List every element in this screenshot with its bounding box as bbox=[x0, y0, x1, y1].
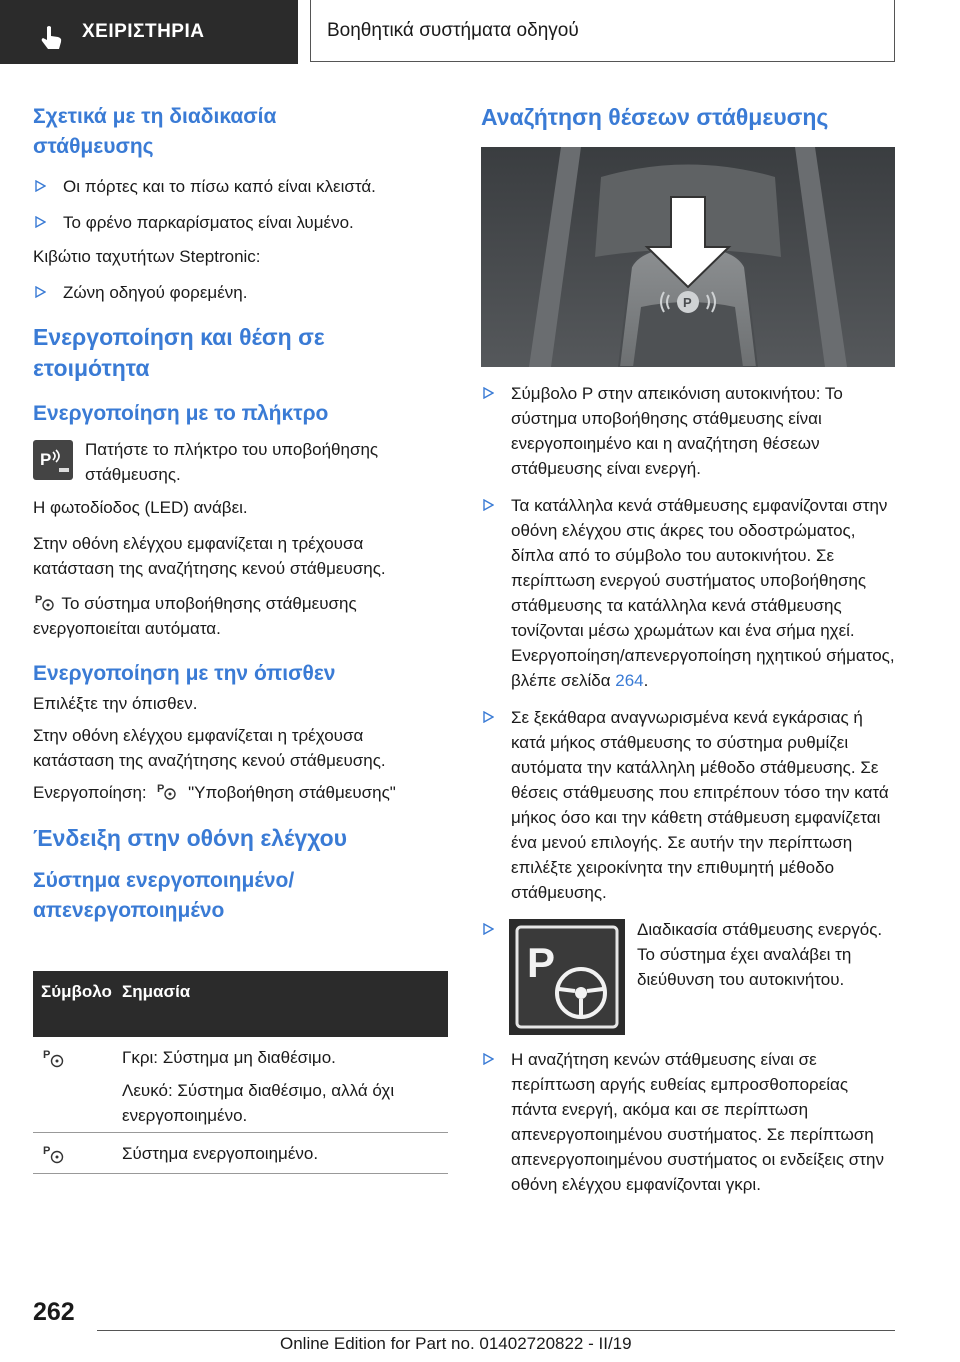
parking-process-active-icon bbox=[509, 919, 625, 1035]
list-item: P Διαδικασία στάθμευσης ενεργός. Το σύστημα έχει αναλάβει τη διεύθυνση του αυτοκινήτου. bbox=[481, 917, 896, 1035]
button-sub-title: Ενεργοποίηση με το πλήκτρο bbox=[33, 402, 329, 425]
triangle-bullet-icon bbox=[483, 499, 494, 511]
table-col-symbol: Σύμβολο bbox=[41, 982, 112, 1001]
reverse-screen-text: Στην οθόνη ελέγχου εμφανίζεται η τρέχουσα κατάσταση της αναζήτησης κενού στάθμευσης. bbox=[33, 726, 386, 770]
activation-line: Ενεργοποίηση: P "Υποβοήθηση στάθμευσης" bbox=[33, 783, 396, 802]
list-item: Ζώνη οδηγού φορεμένη. bbox=[33, 280, 448, 305]
reverse-text: Επιλέξτε την όπισθεν. bbox=[33, 694, 198, 713]
left-column bbox=[33, 102, 448, 926]
table-col-meaning: Σημασία bbox=[122, 982, 191, 1001]
svg-text:P: P bbox=[527, 939, 556, 986]
footer-divider bbox=[97, 1330, 895, 1331]
display-title: Ένδειξη στην οθόνη ελέγχου bbox=[33, 825, 348, 851]
triangle-bullet-icon bbox=[483, 711, 494, 723]
steptronic-label: Κιβώτιο ταχυτήτων Steptronic: bbox=[33, 247, 261, 266]
header-chapter-title: Βοηθητικά συστήματα οδηγού bbox=[327, 20, 579, 41]
svg-text:P: P bbox=[683, 295, 692, 310]
auto-text: P Το σύστημα υποβοήθησης στάθμευσης ενεργοποιείται αυτόματα. bbox=[33, 594, 357, 638]
list-item: Σε ξεκάθαρα αναγνωρισμένα κενά εγκάρσιας ή κατά μήκος στάθμευσης το σύστημα ρυθμίζει αυτόματα την κατάλληλη μέθοδο στάθμευσης. Σε θέσεις στάθμευσης που επιτρέπουν τόσο την κατά μήκος όσο και την κάθετη στάθμευση εμφανίζεται ένα μενού επιλογής. Σε αυτήν την περίπτωση επιλέξτε χειροκίνητα την επιθυμητή μέθοδο στάθμευσης. bbox=[481, 705, 896, 905]
svg-text:P: P bbox=[40, 450, 52, 469]
system-sub-title: Σύστημα ενεργοποιημένο/ απενεργοποιημένο bbox=[33, 869, 295, 922]
list-item: Οι πόρτες και το πίσω καπό είναι κλειστά. bbox=[33, 174, 448, 199]
header-section-tab bbox=[0, 0, 298, 64]
parking-assist-symbol-icon bbox=[41, 1047, 67, 1074]
page-ref-link[interactable]: 264 bbox=[615, 671, 644, 690]
table-row: P Γκρι: Σύστημα μη διαθέσιμο. Λευκό: Σύστημα διαθέσιμο, αλλά όχι ενεργοποιημένο. bbox=[33, 1037, 448, 1133]
button-instruction: P Πατήστε το πλήκτρο του υποβοήθησης στάθμευσης. bbox=[33, 437, 448, 489]
footer-edition: Online Edition for Part no. 01402720822 - II/19 bbox=[280, 1334, 632, 1353]
parking-assist-active-symbol-icon bbox=[41, 1143, 67, 1170]
triangle-bullet-icon bbox=[483, 1053, 494, 1065]
right-column bbox=[481, 102, 896, 133]
svg-text:P: P bbox=[35, 594, 43, 606]
led-text: Η φωτοδίοδος (LED) ανάβει. bbox=[33, 498, 248, 517]
list-item: Σύμβολο P στην απεικόνιση αυτοκινήτου: Το σύστημα υποβοήθησης στάθμευσης είναι ενεργοποιημένο και η αναζήτηση θέσεων στάθμευσης είναι ενεργή. bbox=[481, 381, 896, 481]
header-chapter-box bbox=[310, 0, 895, 62]
activation-title: Ενεργοποίηση και θέση σε ετοιμότητα bbox=[33, 324, 325, 381]
parking-assist-symbol-icon bbox=[155, 781, 179, 801]
parking-assist-symbol-icon bbox=[33, 592, 57, 612]
svg-text:P: P bbox=[157, 783, 165, 795]
list-item: Το φρένο παρκαρίσματος είναι λυμένο. bbox=[33, 210, 448, 235]
header-section-title: ΧΕΙΡΙΣΤΗΡΙΑ bbox=[82, 21, 205, 42]
triangle-bullet-icon bbox=[35, 216, 46, 228]
table-row: P Σύστημα ενεργοποιημένο. bbox=[33, 1133, 448, 1174]
list-item: Τα κατάλληλα κενά στάθμευσης εμφανίζονται στην οθόνη ελέγχου στις άκρες του οδοστρώματος, δίπλα από το σύμβολο του αυτοκινήτου. Σε περίπτωση ενεργού συστήματος υποβοήθησης στάθμευσης τα κατάλληλα κενά στάθμευσης τονίζονται μέσω χρωμάτων και ένα σήμα ηχεί. Ενεργοποίηση/απενεργοποίηση ηχητικού σήματος, βλέπε σελίδα 264. bbox=[481, 493, 896, 693]
about-title: Σχετικά με τη διαδικασία στάθμευσης bbox=[33, 105, 277, 158]
svg-text:P: P bbox=[43, 1049, 51, 1061]
screen-text: Στην οθόνη ελέγχου εμφανίζεται η τρέχουσα κατάσταση της αναζήτησης κενού στάθμευσης. bbox=[33, 534, 386, 578]
triangle-bullet-icon bbox=[35, 286, 46, 298]
search-title: Αναζήτηση θέσεων στάθμευσης bbox=[481, 104, 829, 130]
triangle-bullet-icon bbox=[483, 387, 494, 399]
symbol-table bbox=[33, 971, 448, 1174]
reverse-sub-title: Ενεργοποίηση με την όπισθεν bbox=[33, 662, 336, 685]
hand-pointer-icon bbox=[38, 24, 66, 52]
parking-assist-button-icon bbox=[33, 440, 73, 480]
triangle-bullet-icon bbox=[35, 180, 46, 192]
list-item: Η αναζήτηση κενών στάθμευσης είναι σε περίπτωση αργής ευθείας εμπροσθοπορείας πάντα ενεργή, ακόμα και σε περίπτωση απενεργοποιημένου συστήματος. Σε περίπτωση απενεργοποιημένου συστήματος οι ενδείξεις στην οθόνη ελέγχου εμφανίζονται γκρι. bbox=[481, 1047, 896, 1197]
page-number: 262 bbox=[33, 1298, 75, 1326]
table-header bbox=[33, 971, 448, 1037]
parking-display-illustration bbox=[481, 147, 895, 367]
svg-text:P: P bbox=[43, 1145, 51, 1157]
right-list bbox=[481, 381, 896, 1197]
triangle-bullet-icon bbox=[483, 923, 494, 935]
